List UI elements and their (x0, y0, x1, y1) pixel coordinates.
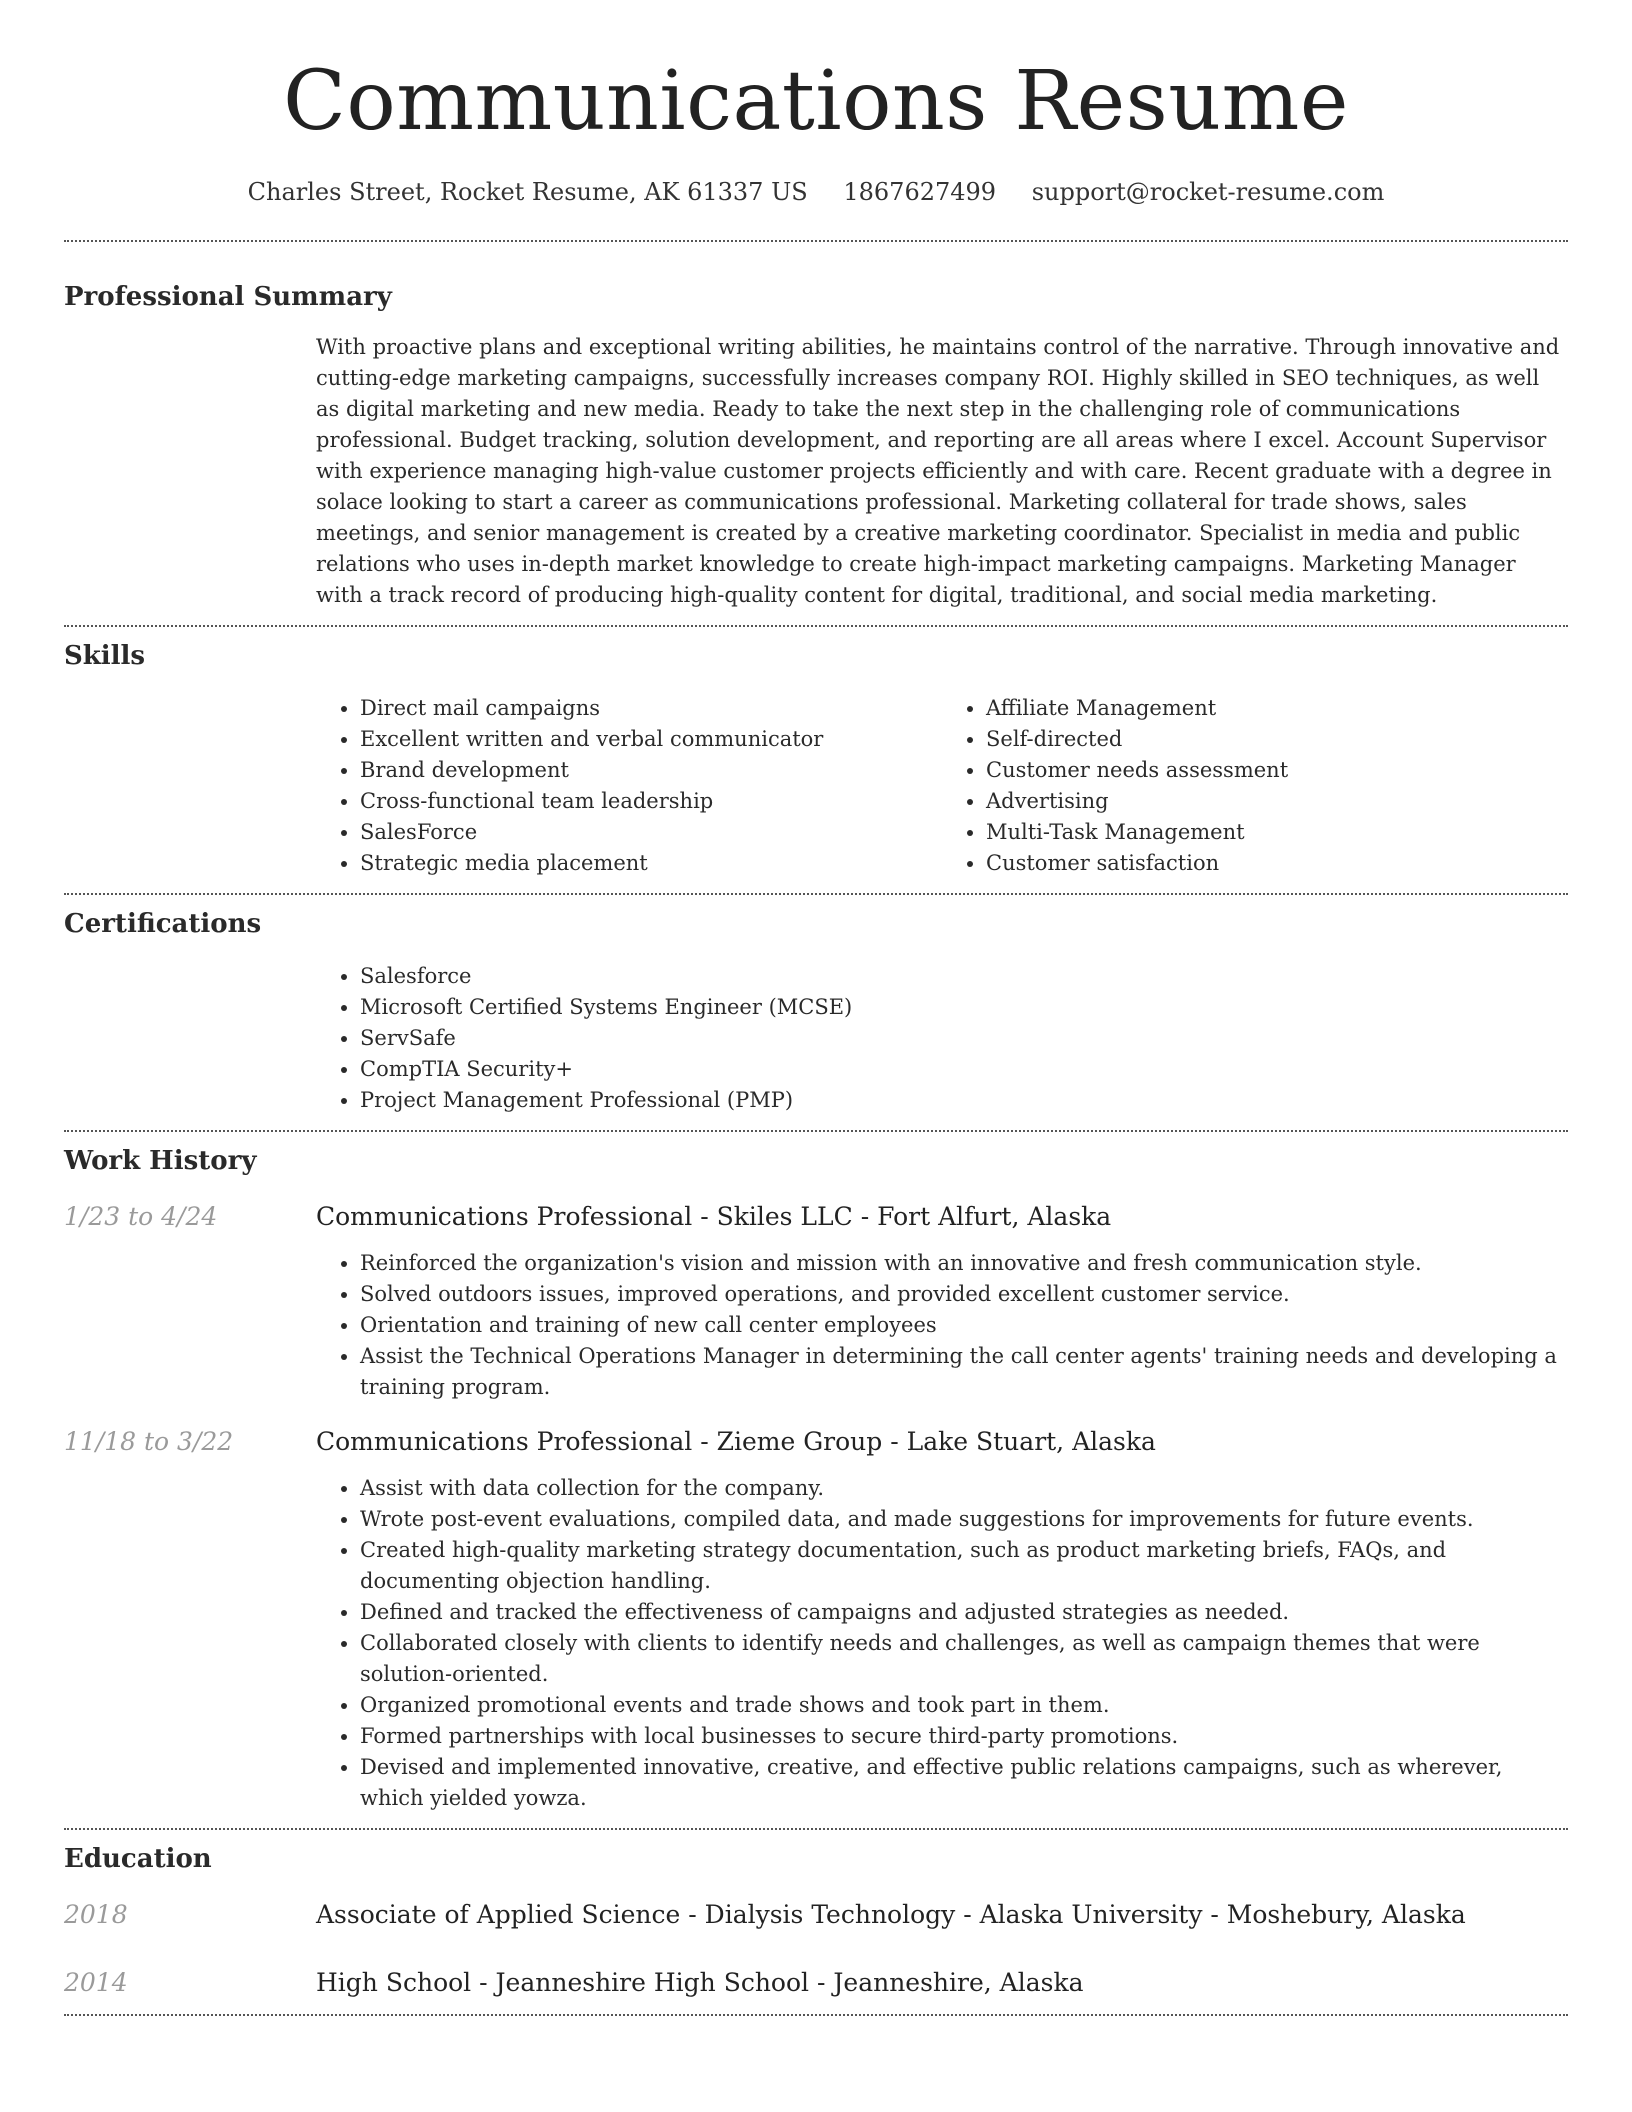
skill-item: • Affiliate Management (986, 693, 1568, 724)
job-bullets (316, 1473, 1568, 1814)
work-section (64, 1132, 1568, 1814)
contact-address: Charles Street, Rocket Resume, AK 61337 US (247, 178, 808, 206)
job-bullet: • Wrote post-event evaluations, compiled data, and made suggestions for improvements for future events. (360, 1504, 1568, 1535)
job-title: Communications Professional - Skiles LLC - Fort Alfurt, Alaska (316, 1202, 1112, 1231)
certification-item: • Salesforce (360, 961, 1568, 992)
job-bullet: • Assist the Technical Operations Manager in determining the call center agents' training needs and developing a training program. (360, 1341, 1568, 1403)
job-header (64, 1200, 1568, 1234)
job-bullet: • Reinforced the organization's vision and mission with an innovative and fresh communication style. (360, 1248, 1568, 1279)
job-bullet: • Orientation and training of new call center employees (360, 1310, 1568, 1341)
skill-item: • Direct mail campaigns (360, 693, 942, 724)
skill-item: • Self-directed (986, 724, 1568, 755)
skills-heading: Skills (64, 641, 146, 671)
job-header (64, 1425, 1568, 1459)
certifications-heading: Certifications (64, 909, 262, 939)
education-title: High School - Jeanneshire High School - Jeanneshire, Alaska (316, 1968, 1084, 1997)
skills-right-column (942, 693, 1568, 879)
contact-phone: 1867627499 (843, 178, 997, 206)
job-bullet: • Devised and implemented innovative, creative, and effective public relations campaigns, such as wherever, which yielded yowza. (360, 1752, 1568, 1814)
certifications-list (316, 961, 1568, 1116)
job-bullet: • Organized promotional events and trade shows and took part in them. (360, 1690, 1568, 1721)
skill-item: • Brand development (360, 755, 942, 786)
job-bullet: • Created high-quality marketing strategy documentation, such as product marketing briefs, FAQs, and documenting objection handling. (360, 1535, 1568, 1597)
job-dates: 11/18 to 3/22 (64, 1427, 234, 1456)
skills-list (316, 693, 1568, 879)
certification-item: • Microsoft Certified Systems Engineer (MCSE) (360, 992, 1568, 1023)
education-entries (64, 1898, 1568, 2000)
skill-item: • Multi-Task Management (986, 817, 1568, 848)
education-entry (64, 1898, 1568, 1932)
education-year: 2014 (64, 1968, 128, 1997)
job-entry (64, 1425, 1568, 1814)
skill-item: • Excellent written and verbal communicator (360, 724, 942, 755)
skills-left-column (316, 693, 942, 879)
work-entries (64, 1200, 1568, 1814)
education-entry (64, 1966, 1568, 2000)
job-bullet: • Formed partnerships with local businesses to secure third-party promotions. (360, 1721, 1568, 1752)
job-bullet: • Assist with data collection for the company. (360, 1473, 1568, 1504)
certification-item: • CompTIA Security+ (360, 1054, 1568, 1085)
skill-item: • SalesForce (360, 817, 942, 848)
skill-item: • Advertising (986, 786, 1568, 817)
certification-item: • Project Management Professional (PMP) (360, 1085, 1568, 1116)
skill-item: • Cross-functional team leadership (360, 786, 942, 817)
education-section (64, 1830, 1568, 2000)
skill-item: • Strategic media placement (360, 848, 942, 879)
education-heading: Education (64, 1844, 212, 1874)
skill-item: • Customer satisfaction (986, 848, 1568, 879)
work-heading: Work History (64, 1146, 257, 1176)
job-bullets (316, 1248, 1568, 1403)
job-bullet: • Defined and tracked the effectiveness of campaigns and adjusted strategies as needed. (360, 1597, 1568, 1628)
job-bullet: • Solved outdoors issues, improved operations, and provided excellent customer service. (360, 1279, 1568, 1310)
job-dates: 1/23 to 4/24 (64, 1202, 218, 1231)
job-entry (64, 1200, 1568, 1403)
education-year: 2018 (64, 1900, 128, 1929)
skill-item: • Customer needs assessment (986, 755, 1568, 786)
summary-text: With proactive plans and exceptional writing abilities, he maintains control of the narrative. Through innovative and cutting-edge marketing campaigns, successfully increases company ROI. Highly skilled in SEO techniques, as well as digital marketing and new media. Ready to take the next step in the challenging role of communications professional. Budget tracking, solution development, and reporting are all areas where I excel. Account Supervisor with experience managing high-value customer projects efficiently and with care. Recent graduate with a degree in solace looking to start a career as communications professional. Marketing collateral for trade shows, sales meetings, and senior management is created by a creative marketing coordinator. Specialist in media and public relations who uses in-depth market knowledge to create high-impact marketing campaigns. Marketing Manager with a track record of producing high-quality content for digital, traditional, and social media marketing. (316, 335, 1560, 607)
summary-heading: Professional Summary (64, 282, 392, 312)
contact-line (64, 176, 1568, 208)
job-bullet: • Collaborated closely with clients to identify needs and challenges, as well as campaign themes that were solution-oriented. (360, 1628, 1568, 1690)
certification-item: • ServSafe (360, 1023, 1568, 1054)
divider (64, 2014, 1568, 2016)
skills-section (64, 627, 1568, 879)
certifications-items (316, 961, 1568, 1116)
education-title: Associate of Applied Science - Dialysis Technology - Alaska University - Moshebury, Alaska (316, 1900, 1466, 1929)
resume-title: Communications Resume (283, 54, 1349, 149)
contact-email: support@rocket-resume.com (1031, 178, 1385, 206)
certifications-section (64, 895, 1568, 1116)
job-title: Communications Professional - Zieme Group - Lake Stuart, Alaska (316, 1427, 1156, 1456)
summary-section (64, 242, 1568, 611)
